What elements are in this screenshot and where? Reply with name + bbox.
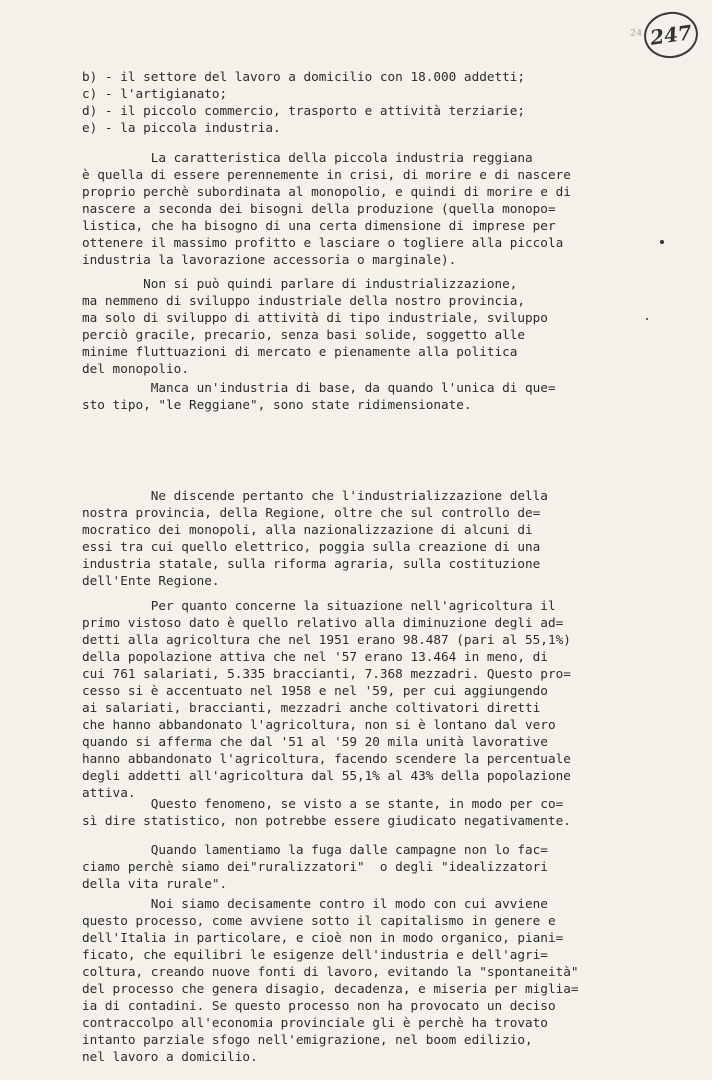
text-line: primo vistoso dato è quello relativo alla diminuzione degli ad=	[82, 615, 564, 630]
list-item: b) - il settore del lavoro a domicilio con 18.000 addetti;	[82, 69, 526, 84]
text-line: Non si può quindi parlare di industrializzazione,	[82, 276, 518, 291]
text-line: ia di contadini. Se questo processo non ha provocato un deciso	[82, 998, 556, 1013]
text-line: quando si afferma che dal '51 al '59 20 mila unità lavorative	[82, 734, 548, 749]
text-line: ottenere il massimo profitto e lasciare o togliere alla piccola	[82, 235, 564, 250]
text-line: del monopolio.	[82, 361, 189, 376]
text-line: ma nemmeno di sviluppo industriale della nostro provincia,	[82, 293, 526, 308]
list-item: e) - la piccola industria.	[82, 120, 281, 135]
text-line: Questo fenomeno, se visto a se stante, in modo per co=	[82, 796, 564, 811]
text-line: listica, che ha bisogno di una certa dimensione di imprese per	[82, 218, 556, 233]
text-line: hanno abbandonato l'agricoltura, facendo scendere la percentuale	[82, 751, 571, 766]
text-line: ficato, che equilibri le esigenze dell'industria e dell'agri=	[82, 947, 548, 962]
folio-number: 247	[648, 20, 694, 50]
list-item: c) - l'artigianato;	[82, 86, 228, 101]
text-line: industria la lavorazione accessoria o marginale).	[82, 252, 457, 267]
text-line: che hanno abbandonato l'agricoltura, non si è lontano dal vero	[82, 717, 556, 732]
text-line: ciamo perchè siamo dei"ruralizzatori" o degli "idealizzatori	[82, 859, 548, 874]
text-line: Per quanto concerne la situazione nell'agricoltura il	[82, 598, 556, 613]
folio-stamp	[641, 8, 701, 61]
text-line: nostra provincia, della Regione, oltre che sul controllo de=	[82, 505, 541, 520]
faint-page-mark: 24	[629, 28, 642, 39]
text-line: sì dire statistico, non potrebbe essere giudicato negativamente.	[82, 813, 571, 828]
text-line: detti alla agricoltura che nel 1951 erano 98.487 (pari al 55,1%)	[82, 632, 571, 647]
list-item: d) - il piccolo commercio, trasporto e attività terziarie;	[82, 103, 526, 118]
text-line: ma solo di sviluppo di attività di tipo industriale, sviluppo	[82, 310, 548, 325]
text-line: questo processo, come avviene sotto il capitalismo in genere e	[82, 913, 556, 928]
text-line: industria statale, sulla riforma agraria, sulla costituzione	[82, 556, 541, 571]
text-line: La caratteristica della piccola industria reggiana	[82, 150, 533, 165]
text-line: Manca un'industria di base, da quando l'unica di que=	[82, 380, 556, 395]
text-line: dell'Ente Regione.	[82, 573, 220, 588]
text-line: intanto parziale sfogo nell'emigrazione, nel boom edilizio,	[82, 1032, 533, 1047]
text-line: Ne discende pertanto che l'industrializzazione della	[82, 488, 548, 503]
text-line: Noi siamo decisamente contro il modo con cui avviene	[82, 896, 548, 911]
text-line: cesso si è accentuato nel 1958 e nel '59, per cui aggiungendo	[82, 683, 548, 698]
text-line: contraccolpo all'economia provinciale gli è perchè ha trovato	[82, 1015, 548, 1030]
text-line: nascere a seconda dei bisogni della produzione (quella monopo=	[82, 201, 556, 216]
text-line: della popolazione attiva che nel '57 erano 13.464 in meno, di	[82, 649, 548, 664]
text-line: coltura, creando nuove fonti di lavoro, evitando la "spontaneità"	[82, 964, 579, 979]
text-line: dell'Italia in particolare, e cioè non in modo organico, piani=	[82, 930, 564, 945]
text-line: mocratico dei monopoli, alla nazionalizzazione di alcuni di	[82, 522, 533, 537]
text-line: sto tipo, "le Reggiane", sono state ridimensionate.	[82, 397, 472, 412]
text-line: minime fluttuazioni di mercato e pienamente alla politica	[82, 344, 518, 359]
text-line: del processo che genera disagio, decadenza, e miseria per miglia=	[82, 981, 579, 996]
text-line: perciò gracile, precario, senza basi solide, soggetto alle	[82, 327, 526, 342]
margin-dot	[660, 240, 664, 244]
margin-dot	[646, 318, 648, 320]
text-line: è quella di essere perennemente in crisi, di morire e di nascere	[82, 167, 571, 182]
text-line: della vita rurale".	[82, 876, 228, 891]
text-line: attiva.	[82, 785, 136, 800]
text-line: degli addetti all'agricoltura dal 55,1% al 43% della popolazione	[82, 768, 571, 783]
text-line: nel lavoro a domicilio.	[82, 1049, 258, 1064]
text-line: Quando lamentiamo la fuga dalle campagne non lo fac=	[82, 842, 548, 857]
text-line: proprio perchè subordinata al monopolio, e quindi di morire e di	[82, 184, 571, 199]
text-line: essi tra cui quello elettrico, poggia sulla creazione di una	[82, 539, 541, 554]
text-line: cui 761 salariati, 5.335 braccianti, 7.368 mezzadri. Questo pro=	[82, 666, 571, 681]
text-line: ai salariati, braccianti, mezzadri anche coltivatori diretti	[82, 700, 541, 715]
